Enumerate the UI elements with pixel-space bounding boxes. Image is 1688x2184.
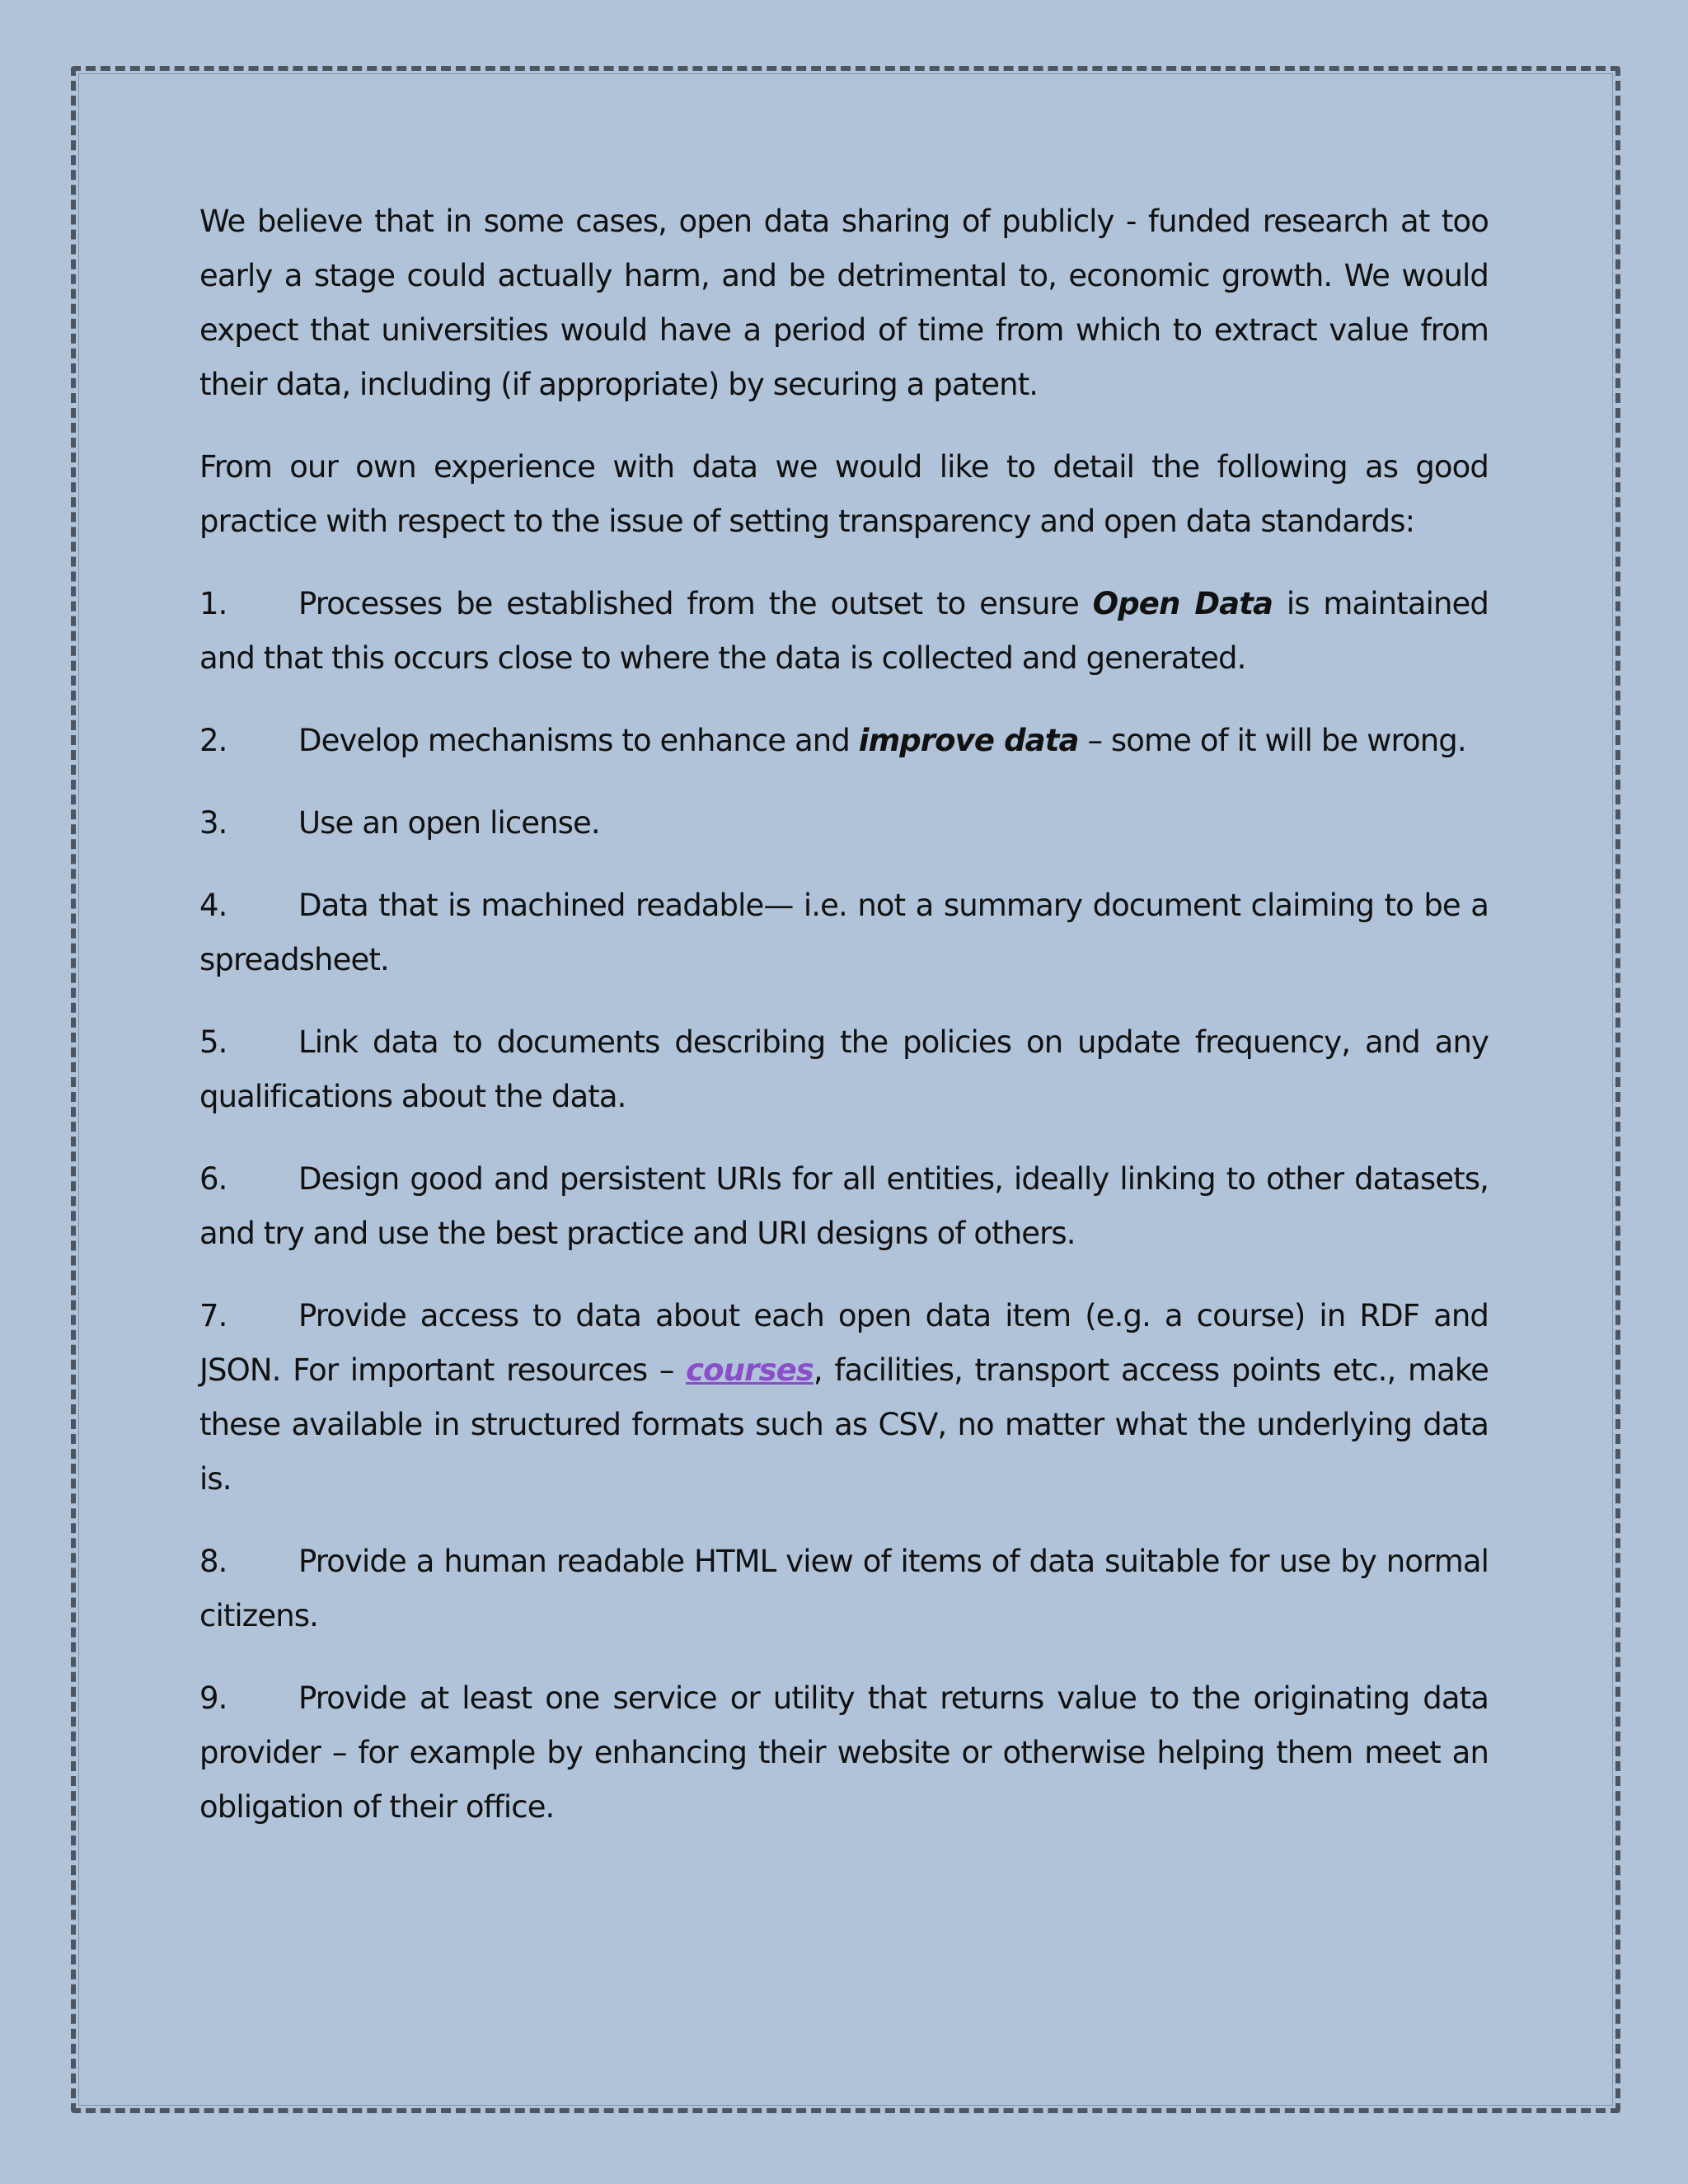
list-item [199,1535,1489,1643]
list-item-text: Use an open license. [298,805,600,841]
emphasis-open-data: Open Data [1092,586,1273,621]
list-item [199,714,1489,768]
emphasis-improve-data: improve data [858,723,1079,758]
intro-paragraph: We believe that in some cases, open data sharing of publicly - funded research at too early a stage could actually harm, and be detrimental to, economic growth. We would expect that universities would have a period of time from which to extract value from their data, including (if appropriate) by securing a patent. [199,204,1489,402]
list-item-number: 3. [199,805,227,841]
list-item-text: Design good and persistent URIs for all entities, ideally linking to other datasets, and try and use the best practice and URI designs of others. [199,1161,1489,1251]
list-item-number: 5. [199,1024,227,1060]
list-item-text: Link data to documents describing the policies on update frequency, and any qualifications about the data. [199,1024,1489,1114]
list-item-text: Provide access to data about each open data item (e.g. a course) in RDF and JSON. For important resources – [199,1298,1489,1388]
list-item [199,1152,1489,1261]
list-item [199,577,1489,686]
list-item-number: 9. [199,1680,227,1716]
list-item-text: – some of it will be wrong. [1078,723,1466,758]
courses-link[interactable]: courses [686,1352,814,1388]
practice-intro-paragraph: From our own experience with data we would like to detail the following as good practice with respect to the issue of setting transparency and open data standards: [199,449,1489,539]
list-item-number: 7. [199,1298,227,1333]
list-item-number: 1. [199,586,227,621]
list-item-number: 6. [199,1161,227,1197]
list-item-text: Data that is machined readable— i.e. not a summary document claiming to be a spreadsheet. [199,888,1489,977]
list-item-text: Processes be established from the outset to ensure [298,586,1093,621]
list-item [199,1015,1489,1124]
list-item [199,796,1489,851]
list-item-text: Provide a human readable HTML view of items of data suitable for use by normal citizens. [199,1544,1489,1633]
list-item [199,1289,1489,1507]
list-item-text: Develop mechanisms to enhance and [298,723,859,758]
list-item [199,879,1489,987]
list-item-text: is maintained and that this occurs close to where the data is collected and generated. [199,586,1489,676]
document-body [199,194,1489,1863]
list-item-number: 8. [199,1544,227,1579]
list-item-text: , facilities, transport access points etc., make these available in structured formats such as CSV, no matter what the underlying data is. [199,1352,1489,1497]
list-item-number: 2. [199,723,227,758]
list-item-number: 4. [199,888,227,923]
list-item-text: Provide at least one service or utility that returns value to the originating data provider – for example by enhancing their website or otherwise helping them meet an obligation of their office. [199,1680,1489,1825]
list-item [199,1671,1489,1835]
